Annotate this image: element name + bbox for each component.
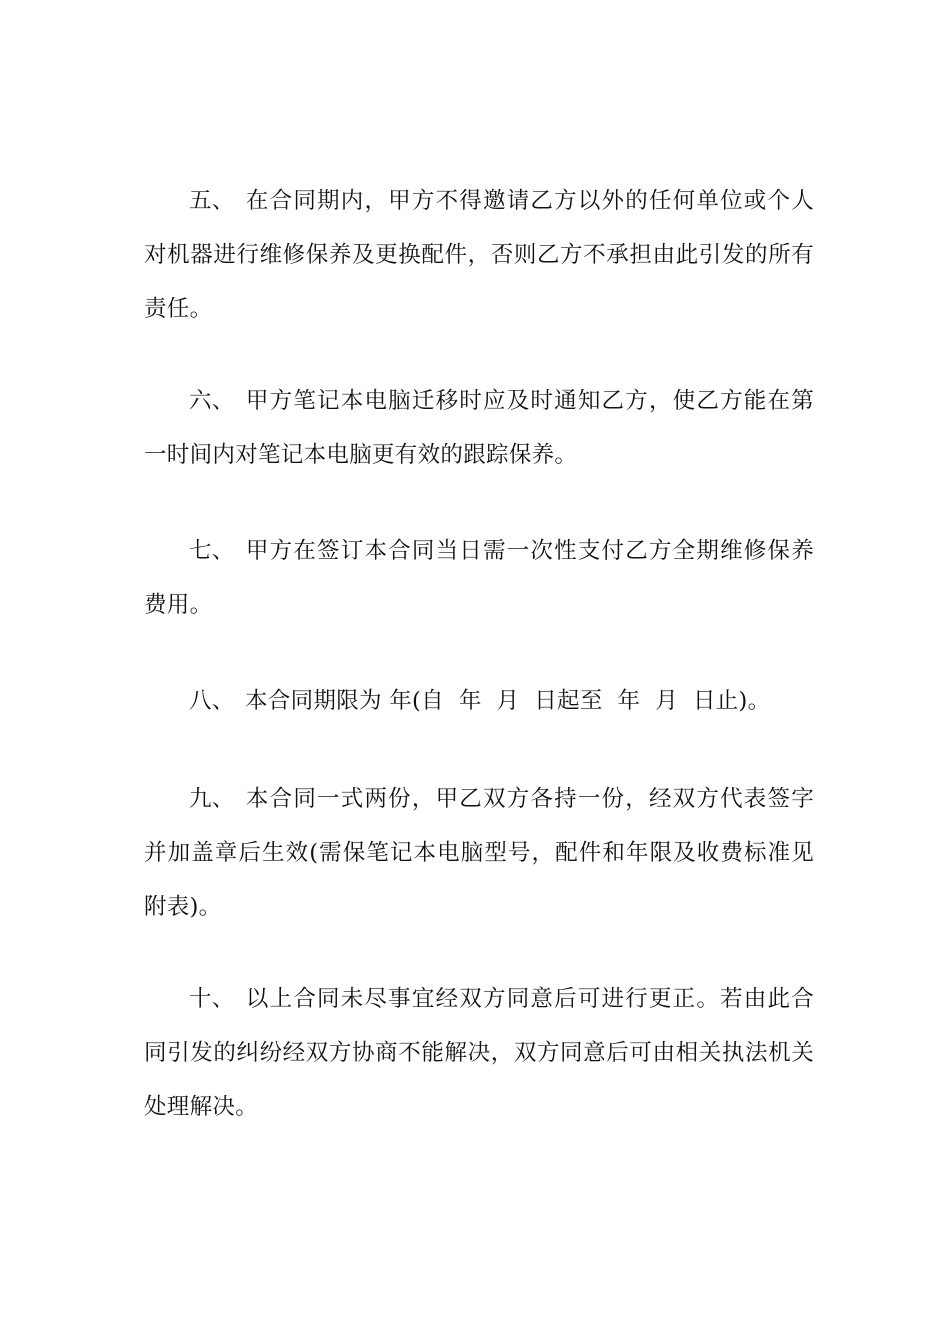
clause-number: 八、 (189, 688, 235, 714)
clause-number: 六、 (189, 388, 235, 414)
clause-number: 五、 (189, 188, 235, 214)
clause-number: 十、 (189, 986, 235, 1012)
clause-text: 本合同期限为 年(自 年 月 日起至 年 月 日止)。 (245, 688, 771, 714)
clause-7 (144, 524, 814, 632)
clause-text: 甲方笔记本电脑迁移时应及时通知乙方，使乙方能在第一时间内对笔记本电脑更有效的跟踪保养。 (144, 388, 814, 468)
clause-text: 甲方在签订本合同当日需一次性支付乙方全期维修保养费用。 (144, 538, 814, 618)
clause-text: 在合同期内，甲方不得邀请乙方以外的任何单位或个人对机器进行维修保养及更换配件，否则乙方不承担由此引发的所有责任。 (144, 188, 814, 322)
clause-6 (144, 374, 814, 482)
clause-10 (144, 972, 814, 1134)
clause-5 (144, 174, 814, 336)
clause-number: 九、 (189, 786, 235, 812)
clause-text: 以上合同未尽事宜经双方同意后可进行更正。若由此合同引发的纠纷经双方协商不能解决，双方同意后可由相关执法机关处理解决。 (144, 986, 814, 1120)
clause-8 (144, 674, 814, 728)
clause-9 (144, 772, 814, 934)
clause-text: 本合同一式两份，甲乙双方各持一份，经双方代表签字并加盖章后生效(需保笔记本电脑型号，配件和年限及收费标准见附表)。 (144, 786, 814, 920)
clause-number: 七、 (189, 538, 235, 564)
